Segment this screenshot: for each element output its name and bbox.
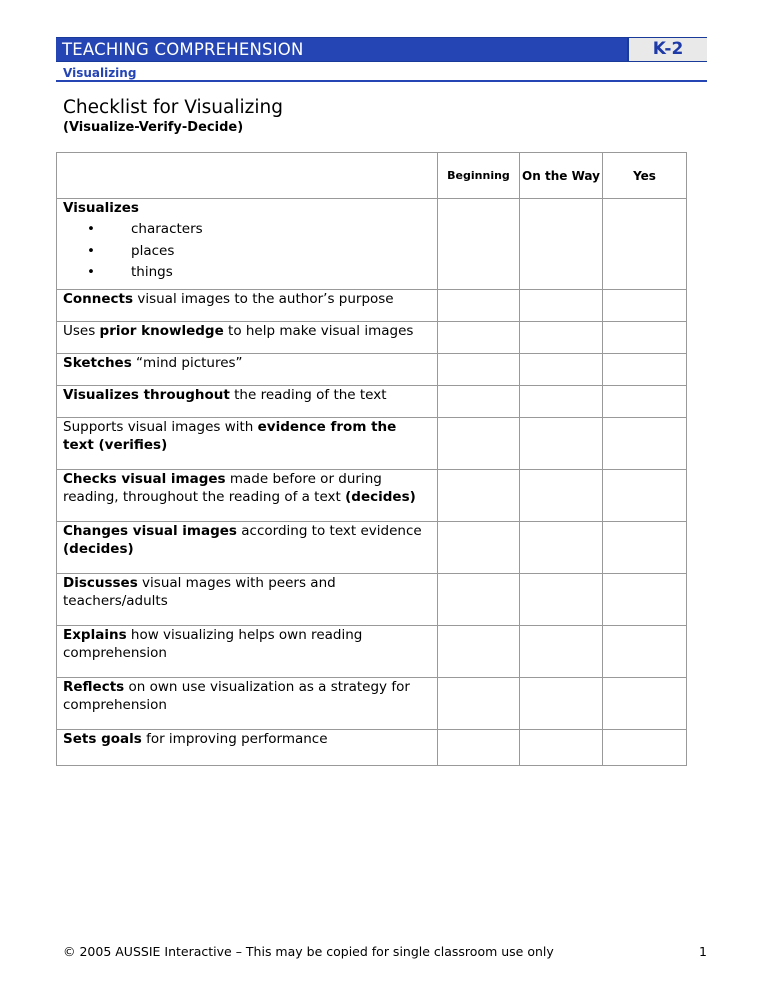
criterion-bold-text: prior knowledge (99, 323, 224, 339)
criterion-cell (57, 354, 438, 386)
checklist-table (56, 152, 687, 766)
page-number: 1 (699, 944, 707, 959)
yes-check-cell[interactable] (603, 730, 687, 766)
yes-check-cell[interactable] (603, 199, 687, 290)
yes-check-cell[interactable] (603, 574, 687, 626)
criterion-text: made before or during reading, throughout the reading of a text (63, 471, 382, 505)
beginning-check-cell[interactable] (438, 386, 520, 418)
yes-column-header: Yes (603, 153, 687, 199)
criterion-bold-text: Discusses (63, 575, 138, 591)
criterion-text: visual mages with peers and teachers/adults (63, 575, 336, 609)
criterion-bold-text: Reflects (63, 679, 125, 695)
criterion-cell (57, 322, 438, 354)
list-item: • characters (63, 219, 431, 241)
on-the-way-check-cell[interactable] (520, 730, 603, 766)
beginning-check-cell[interactable] (438, 322, 520, 354)
criterion-bold-text: evidence from the text (verifies) (63, 419, 397, 453)
beginning-check-cell[interactable] (438, 470, 520, 522)
header-rule (56, 80, 707, 82)
visualizes-list (63, 219, 431, 284)
criterion-cell (57, 199, 438, 290)
criterion-text: to help make visual images (223, 323, 414, 339)
table-row (57, 322, 687, 354)
table-row (57, 386, 687, 418)
criterion-cell (57, 626, 438, 678)
criterion-text: on own use visualization as a strategy for comprehension (63, 679, 410, 713)
criterion-bold-text: (decides) (345, 489, 416, 505)
criterion-cell (57, 678, 438, 730)
beginning-check-cell[interactable] (438, 418, 520, 470)
on-the-way-column-header: On the Way (520, 153, 603, 199)
criterion-cell (57, 730, 438, 766)
beginning-check-cell[interactable] (438, 574, 520, 626)
beginning-check-cell[interactable] (438, 199, 520, 290)
criterion-text: the reading of the text (229, 387, 387, 403)
table-row (57, 626, 687, 678)
criterion-bold-text: (decides) (63, 541, 134, 557)
yes-check-cell[interactable] (603, 386, 687, 418)
on-the-way-check-cell[interactable] (520, 322, 603, 354)
table-row (57, 678, 687, 730)
beginning-check-cell[interactable] (438, 354, 520, 386)
on-the-way-check-cell[interactable] (520, 386, 603, 418)
criterion-cell (57, 522, 438, 574)
criterion-cell (57, 290, 438, 322)
table-row (57, 730, 687, 766)
criterion-cell (57, 386, 438, 418)
beginning-check-cell[interactable] (438, 626, 520, 678)
section-subheading: Visualizing (63, 66, 137, 80)
criterion-cell (57, 470, 438, 522)
list-item: • things (63, 262, 431, 284)
criterion-bold-text: Connects (63, 291, 134, 307)
grade-label: K-2 (627, 38, 707, 61)
table-row (57, 290, 687, 322)
criterion-text: according to text evidence (236, 523, 422, 539)
table-row (57, 574, 687, 626)
yes-check-cell[interactable] (603, 418, 687, 470)
on-the-way-check-cell[interactable] (520, 199, 603, 290)
beginning-column-header: Beginning (438, 153, 520, 199)
criterion-bold-text: Checks visual images (63, 471, 226, 487)
criterion-text: Uses (63, 323, 100, 339)
table-row (57, 418, 687, 470)
criterion-bold-text: Visualizes throughout (63, 387, 230, 403)
criterion-text: how visualizing helps own reading comprehension (63, 627, 363, 661)
criterion-bold-text: Sets goals (63, 731, 142, 747)
on-the-way-check-cell[interactable] (520, 354, 603, 386)
criterion-text: “mind pictures” (131, 355, 243, 371)
beginning-check-cell[interactable] (438, 522, 520, 574)
page-footer (63, 944, 707, 959)
copyright-notice: © 2005 AUSSIE Interactive – This may be copied for single classroom use only (63, 944, 554, 959)
on-the-way-check-cell[interactable] (520, 522, 603, 574)
yes-check-cell[interactable] (603, 678, 687, 730)
on-the-way-check-cell[interactable] (520, 678, 603, 730)
yes-check-cell[interactable] (603, 290, 687, 322)
yes-check-cell[interactable] (603, 470, 687, 522)
on-the-way-check-cell[interactable] (520, 574, 603, 626)
criterion-bold-text: Visualizes (63, 200, 139, 216)
criterion-text: Supports visual images with (63, 419, 258, 435)
on-the-way-check-cell[interactable] (520, 626, 603, 678)
criterion-cell (57, 574, 438, 626)
table-row (57, 470, 687, 522)
on-the-way-check-cell[interactable] (520, 290, 603, 322)
criterion-bold-text: Explains (63, 627, 127, 643)
criterion-bold-text: Sketches (63, 355, 132, 371)
table-row (57, 522, 687, 574)
beginning-check-cell[interactable] (438, 678, 520, 730)
beginning-check-cell[interactable] (438, 290, 520, 322)
header-title: TEACHING COMPREHENSION (56, 38, 627, 61)
table-header-row (57, 153, 687, 199)
yes-check-cell[interactable] (603, 522, 687, 574)
criterion-text: for improving performance (141, 731, 328, 747)
yes-check-cell[interactable] (603, 354, 687, 386)
table-row (57, 354, 687, 386)
criterion-column-header (57, 153, 438, 199)
yes-check-cell[interactable] (603, 626, 687, 678)
on-the-way-check-cell[interactable] (520, 470, 603, 522)
yes-check-cell[interactable] (603, 322, 687, 354)
table-row (57, 199, 687, 290)
document-title: Checklist for Visualizing (63, 97, 283, 118)
on-the-way-check-cell[interactable] (520, 418, 603, 470)
criterion-bold-text: Changes visual images (63, 523, 237, 539)
beginning-check-cell[interactable] (438, 730, 520, 766)
criterion-cell (57, 418, 438, 470)
header-bar (56, 37, 707, 62)
criterion-text: visual images to the author’s purpose (133, 291, 394, 307)
document-subtitle: (Visualize-Verify-Decide) (63, 120, 244, 135)
list-item: • places (63, 241, 431, 263)
